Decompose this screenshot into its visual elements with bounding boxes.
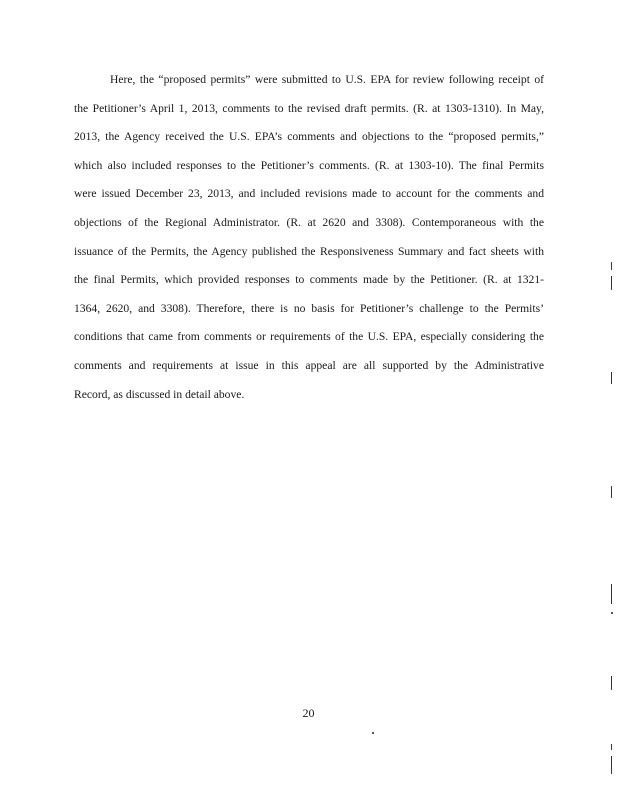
paragraph-line: comments and requirements at issue in this appeal are all supported by the Administrative [74,358,544,372]
paragraph-line: Here, the “proposed permits” were submitted to U.S. EPA for review following receipt of [110,73,544,86]
scan-mark [372,732,374,734]
scan-mark [611,276,612,290]
paragraph-line: objections of the Regional Administrator. (R. at 2620 and 3308). Contemporaneous with the [74,215,544,229]
scan-mark [611,676,612,690]
paragraph-line: 2013, the Agency received the U.S. EPA’s comments and objections to the “proposed permits,” [74,130,544,144]
scan-mark [611,584,612,604]
paragraph-line: the Petitioner’s April 1, 2013, comments to the revised draft permits. (R. at 1303-1310). In May, [74,101,544,115]
scan-mark [611,262,612,270]
scan-mark [611,372,612,384]
paragraph-line: which also included responses to the Petitioner’s comments. (R. at 1303-10). The final Permits [74,158,544,172]
scan-mark [611,756,612,774]
page-number: 20 [302,706,315,720]
paragraph-line: issuance of the Permits, the Agency published the Responsiveness Summary and fact sheets with [74,244,544,258]
paragraph-line: the final Permits, which provided responses to comments made by the Petitioner. (R. at 1321- [74,273,544,287]
scan-mark [611,486,612,498]
paragraph-line: were issued December 23, 2013, and included revisions made to account for the comments and [74,187,544,201]
scan-mark [611,744,612,750]
paragraph-line: 1364, 2620, and 3308). Therefore, there is no basis for Petitioner’s challenge to the Permits’ [74,301,544,315]
paragraph-line: Record, as discussed in detail above. [74,387,245,401]
paragraph-line: conditions that came from comments or requirements of the U.S. EPA, especially considering the [74,330,544,344]
scan-mark [611,612,613,614]
body-paragraph [74,66,544,409]
